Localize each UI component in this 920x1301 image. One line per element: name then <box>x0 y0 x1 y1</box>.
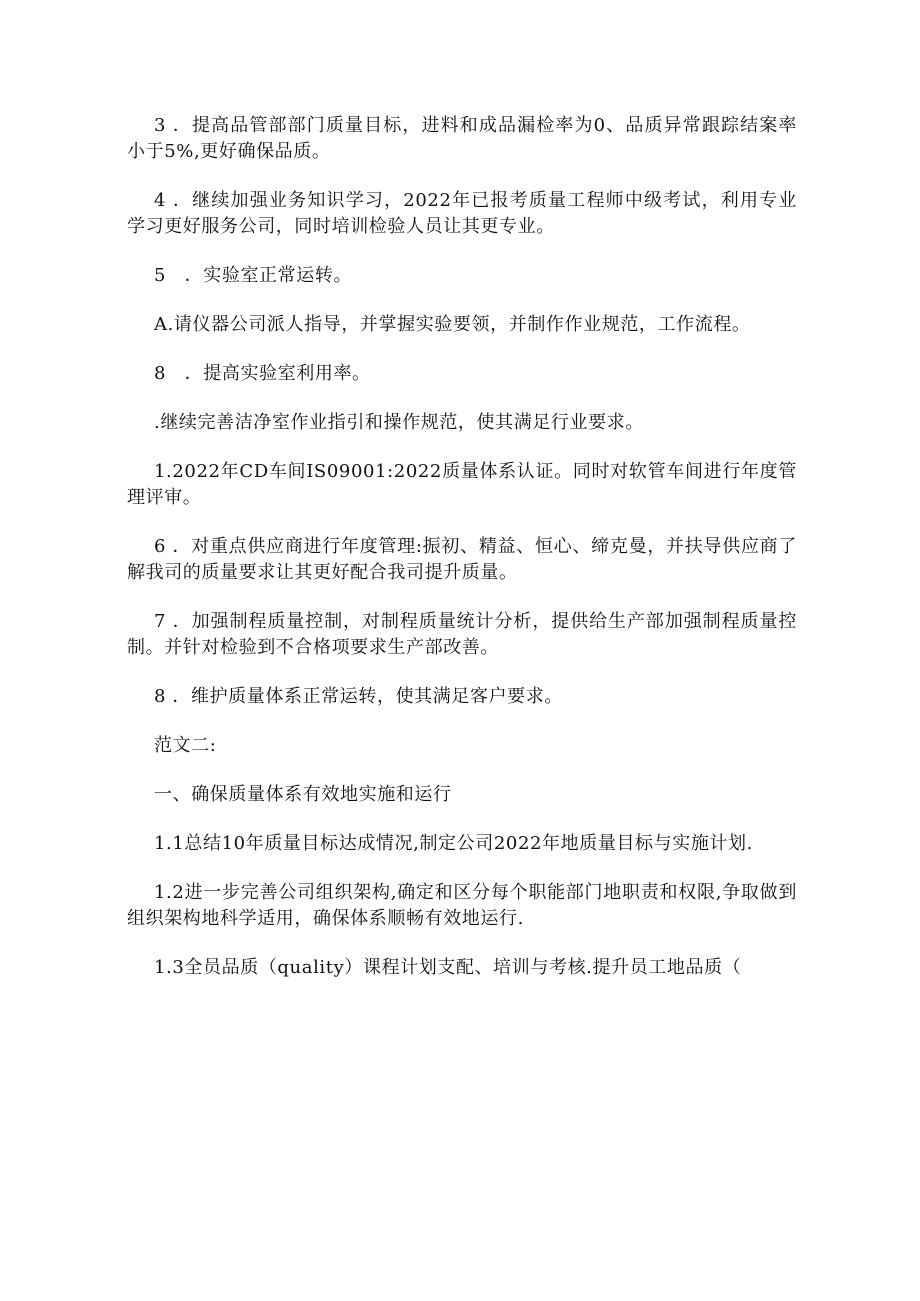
paragraph-item-4-study: 4 ．继续加强业务知识学习，2022年已报考质量工程师中级考试，利用专业学习更好服务公司，同时培训检验人员让其更专业。 <box>127 190 797 237</box>
paragraph-item-5-lab: 5 ．实验室正常运转。 <box>154 265 353 286</box>
section-heading-sample-two: 范文二: <box>154 735 217 756</box>
paragraph-item-3-quality-target: 3 ．提高品管部部门质量目标，进料和成品漏检率为0、品质异常跟踪结案率小于5%,更好确保品质。 <box>127 115 797 162</box>
paragraph-item-1-3: 1.3全员品质（quality）课程计划支配、培训与考核.提升员工地品质（ <box>154 957 742 978</box>
paragraph-item-7-process-control: 7 ．加强制程质量控制，对制程质量统计分析，提供给生产部加强制程质量控制。并针对检验到不合格项要求生产部改善。 <box>127 611 797 658</box>
paragraph-item-a-instrument: A.请仪器公司派人指导，并掌握实验要领，并制作作业规范，工作流程。 <box>154 314 751 335</box>
paragraph-item-1-2: 1.2进一步完善公司组织架构,确定和区分每个职能部门地职责和权限,争取做到组织架构地科学适用，确保体系顺畅有效地运行. <box>127 882 797 929</box>
paragraph-item-6-suppliers: 6 ．对重点供应商进行年度管理:振初、精益、恒心、缔克曼，并扶导供应商了解我司的质量要求让其更好配合我司提升质量。 <box>127 536 797 583</box>
paragraph-item-8-quality-system: 8 ．维护质量体系正常运转，使其满足客户要求。 <box>154 686 563 707</box>
paragraph-item-1-1: 1.1总结10年质量目标达成情况,制定公司2022年地质量目标与实施计划. <box>154 833 753 854</box>
paragraph-cleanroom: .继续完善洁净室作业指引和操作规范，使其满足行业要求。 <box>154 412 644 433</box>
paragraph-item-8-lab-usage: 8 ．提高实验室利用率。 <box>154 363 371 384</box>
section-heading-quality-system: 一、确保质量体系有效地实施和运行 <box>154 784 452 805</box>
document-body <box>127 113 797 1004</box>
paragraph-item-1-certification: 1.2022年CD车间IS09001:2022质量体系认证。同时对软管车间进行年度管理评审。 <box>127 461 797 508</box>
